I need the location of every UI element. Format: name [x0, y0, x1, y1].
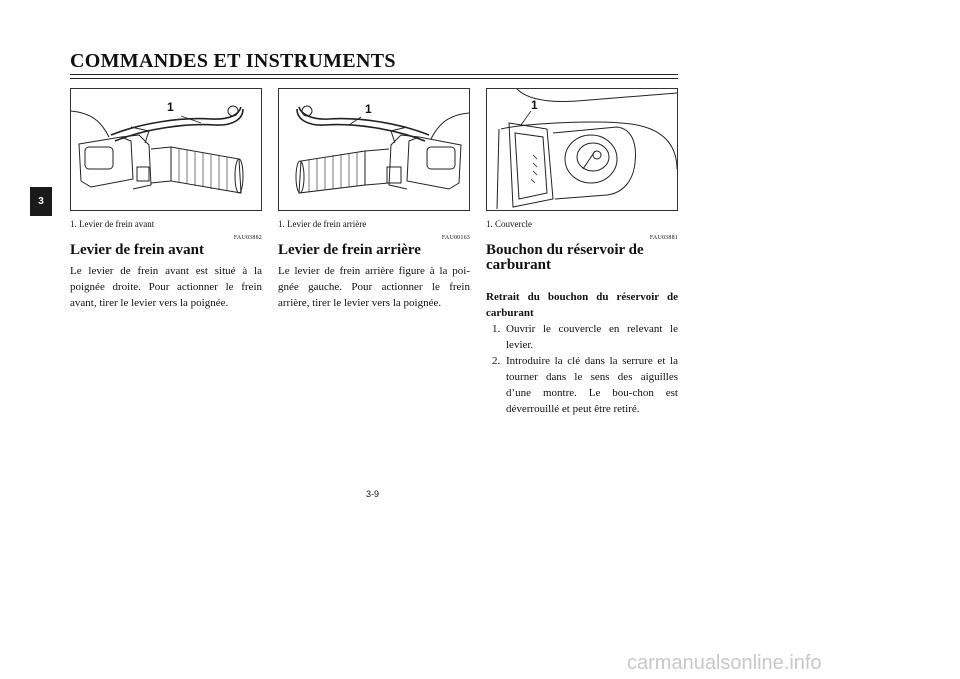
column-front-brake: [70, 88, 262, 311]
chapter-tab: 3: [30, 187, 52, 216]
figure-front-brake-lever: [70, 88, 262, 211]
reference-code: FAU03881: [649, 235, 678, 241]
figure-caption: 1. Couvercle: [486, 219, 532, 229]
figure-callout-number: 1: [365, 102, 372, 116]
page-title: COMMANDES ET INSTRUMENTS: [70, 50, 396, 72]
figure-fuel-tank-cover: [486, 88, 678, 211]
rear-brake-illustration: [279, 89, 469, 210]
section-heading: Bouchon du réservoir de carburant: [486, 242, 644, 273]
figure-rear-brake-lever: [278, 88, 470, 211]
page-number: 3-9: [366, 489, 380, 499]
list-item: [486, 321, 678, 353]
step-number: 2.: [492, 355, 501, 367]
section-heading: Levier de frein arrière: [278, 242, 421, 258]
body-paragraph: Le levier de frein arrière figure à la poi-gnée gauche. Pour actionner le frein arrière, tirer le levier vers la poignée.: [278, 265, 470, 309]
header-rule-thin: [70, 78, 678, 79]
figure-callout-number: 1: [531, 98, 538, 112]
header-rule-thick: [70, 74, 678, 75]
step-number: 1.: [492, 323, 501, 335]
section-heading: Levier de frein avant: [70, 242, 205, 258]
reference-code: FAU00163: [441, 235, 470, 241]
column-rear-brake: [278, 88, 470, 311]
figure-caption: 1. Levier de frein arrière: [278, 219, 367, 229]
front-brake-illustration: [71, 89, 261, 210]
step-text: Introduire la clé dans la serrure et la tourner dans le sens des aiguilles d’une montre. Le bou-chon est déverrouillé et peut être retiré.: [506, 355, 678, 415]
body-paragraph: Le levier de frein avant est situé à la poignée droite. Pour actionner le frein avant, tirer le levier vers la poignée.: [70, 265, 262, 309]
figure-callout-number: 1: [167, 100, 174, 114]
fuel-cap-illustration: [487, 89, 677, 210]
column-fuel-cap: [486, 88, 678, 417]
subsection-heading: Retrait du bouchon du réservoir de carburant: [486, 291, 678, 319]
step-text: Ouvrir le couvercle en relevant le levier.: [506, 323, 678, 351]
steps-list: [486, 321, 678, 417]
watermark-text: carmanualsonline.info: [627, 652, 822, 674]
figure-caption: 1. Levier de frein avant: [70, 219, 155, 229]
reference-code: FAU03882: [233, 235, 262, 241]
list-item: [486, 353, 678, 417]
